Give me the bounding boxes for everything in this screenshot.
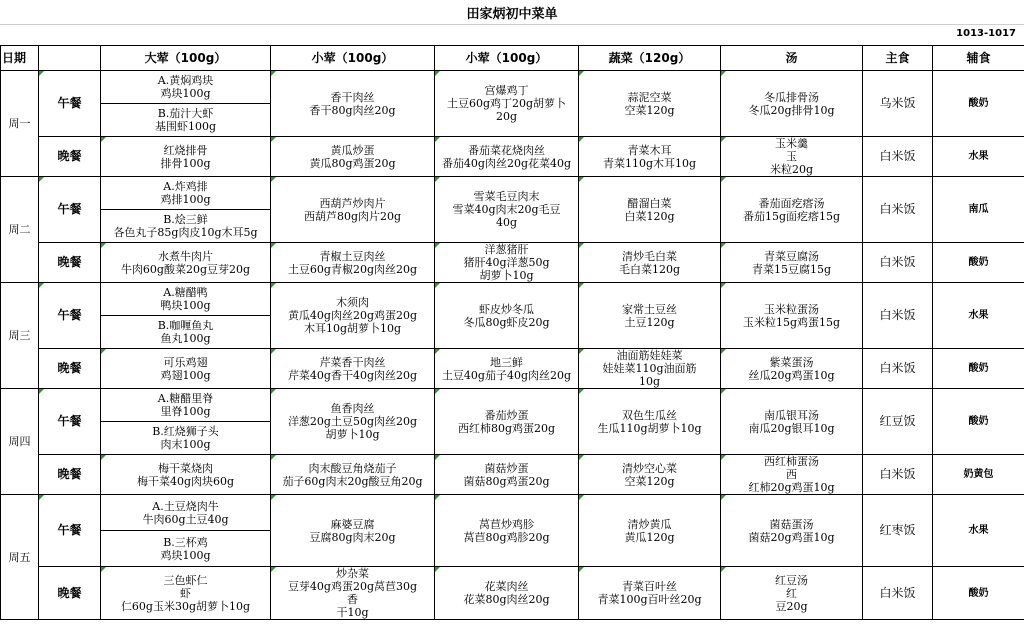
menu-line: 菌菇20g鸡蛋10g <box>748 530 835 544</box>
header-big-meat: 大荤（100g） <box>101 46 271 71</box>
staple: 白米饭 <box>863 177 933 243</box>
menu-line: 鸡块100g <box>160 87 211 100</box>
menu-line: 土豆60g鸡丁20g胡萝卜 <box>446 97 567 110</box>
header-side: 辅食 <box>933 46 1024 71</box>
dinner-big <box>101 137 271 177</box>
menu-line: 番茄面疙瘩汤 <box>758 196 825 210</box>
menu-line: 土豆120g <box>624 315 675 329</box>
side-dish: 水果 <box>933 137 1024 177</box>
menu-line: 花菜肉丝 <box>484 580 529 593</box>
staple: 白米饭 <box>863 283 933 349</box>
menu-line: 青菜15豆腐15g <box>751 262 832 276</box>
menu-line: 菌菇80g鸡蛋20g <box>463 474 550 488</box>
menu-line: 10g <box>638 375 661 388</box>
menu-line: 黄瓜120g <box>624 530 675 544</box>
dinner-small1 <box>271 137 435 177</box>
table-row <box>1 495 1024 531</box>
menu-line: 紫菜蛋汤 <box>769 355 814 369</box>
small-meat-2 <box>435 283 579 349</box>
menu-line: 空菜120g <box>624 103 675 117</box>
side-dish: 酸奶 <box>933 567 1024 620</box>
menu-line: 豆腐80g肉末20g <box>309 530 396 544</box>
menu-line: B.红烧狮子头 <box>152 425 219 438</box>
header-small-meat-2: 小荤（100g） <box>435 46 579 71</box>
menu-line: 肉末100g <box>160 438 211 451</box>
dinner-big <box>101 567 271 620</box>
menu-line: 蒜泥空菜 <box>627 90 672 104</box>
soup <box>721 283 863 349</box>
menu-line: 家常土豆丝 <box>622 302 677 316</box>
menu-line: 青菜百叶丝 <box>622 580 677 593</box>
menu-line: 雪菜40g肉末20g毛豆 <box>452 203 561 216</box>
menu-line: 基围虾100g <box>154 120 217 133</box>
small-meat-1 <box>271 495 435 567</box>
menu-line: 双色生瓜丝 <box>622 408 677 422</box>
menu-line: 生瓜110g胡萝卜10g <box>597 421 702 435</box>
menu-line: 芹菜40g香干40g肉丝20g <box>287 368 418 382</box>
staple: 白米饭 <box>863 243 933 283</box>
menu-line: 空菜120g <box>624 474 675 488</box>
table-row <box>1 349 1024 389</box>
menu-line: 菌菇炒蛋 <box>484 461 529 475</box>
big-meat-b <box>101 210 271 243</box>
menu-line: 20g <box>495 110 518 123</box>
staple: 红枣饭 <box>863 495 933 567</box>
menu-line: 地三鲜 <box>490 355 523 369</box>
menu-line: 木须肉 <box>336 296 369 309</box>
menu-line: 冬瓜80g虾皮20g <box>463 315 550 329</box>
dinner-small1 <box>271 567 435 620</box>
big-meat-b <box>101 531 271 567</box>
menu-line: 排骨100g <box>160 156 211 170</box>
dinner-veg <box>579 349 721 389</box>
menu-line: 雪菜毛豆肉末 <box>473 190 540 203</box>
small-meat-1 <box>271 177 435 243</box>
menu-line: A.土豆烧肉牛 <box>152 499 219 513</box>
side-dish: 南瓜 <box>933 177 1024 243</box>
meal-lunch: 午餐 <box>39 283 101 349</box>
menu-line: 清炒毛白菜 <box>622 249 677 263</box>
vegetable <box>579 495 721 567</box>
soup <box>721 495 863 567</box>
day-label: 周五 <box>1 495 39 620</box>
menu-line: B.茄汁大虾 <box>157 107 214 120</box>
menu-line: 西红柿80g鸡蛋20g <box>457 421 556 435</box>
staple: 白米饭 <box>863 455 933 495</box>
menu-line: 青菜100g百叶丝20g <box>597 593 702 606</box>
table-row <box>1 567 1024 620</box>
dinner-small2 <box>435 243 579 283</box>
menu-line: 清炒黄瓜 <box>627 517 672 531</box>
staple: 白米饭 <box>863 349 933 389</box>
menu-line: 番茄炒蛋 <box>484 408 529 422</box>
menu-line: A.糖醋里脊 <box>157 392 214 405</box>
menu-line: 玉米粒15g鸡蛋15g <box>742 315 841 329</box>
table-row <box>1 243 1024 283</box>
small-meat-1 <box>271 283 435 349</box>
vegetable <box>579 389 721 455</box>
menu-line: 豆芽40g鸡蛋20g莴苣30g <box>287 580 418 593</box>
vegetable <box>579 283 721 349</box>
menu-line: 芹菜香干肉丝 <box>319 355 386 369</box>
menu-line: 里脊100g <box>160 405 211 418</box>
menu-line: 仁60g玉米30g胡萝卜10g <box>120 599 251 613</box>
dinner-small2 <box>435 137 579 177</box>
dinner-big <box>101 243 271 283</box>
menu-line: 肉末酸豆角烧茄子 <box>308 461 397 475</box>
menu-line: A.糖醋鸭 <box>163 286 208 299</box>
big-meat-a <box>101 177 271 210</box>
day-label: 周四 <box>1 389 39 495</box>
soup <box>721 177 863 243</box>
big-meat-a <box>101 71 271 104</box>
menu-line: 玉米羹 <box>775 137 808 150</box>
dinner-big <box>101 349 271 389</box>
menu-line: 红 <box>786 586 797 600</box>
menu-table <box>0 45 1024 620</box>
menu-line: 娃娃菜110g油面筋 <box>602 362 697 375</box>
menu-line: 玉米粒蛋汤 <box>764 302 819 316</box>
menu-line: A.炸鸡排 <box>163 180 208 193</box>
date-range: 1013-1017 <box>956 28 1016 39</box>
header-soup: 汤 <box>721 46 863 71</box>
menu-line: 番茄15g面疙瘩15g <box>742 209 841 223</box>
meal-lunch: 午餐 <box>39 71 101 137</box>
meal-lunch: 午餐 <box>39 177 101 243</box>
menu-line: 南瓜银耳汤 <box>764 408 819 422</box>
menu-line: 花菜80g肉丝20g <box>463 593 550 606</box>
menu-line: 西葫芦80g肉片20g <box>303 209 402 223</box>
header-vegetable: 蔬菜（120g） <box>579 46 721 71</box>
dinner-small2 <box>435 349 579 389</box>
menu-line: 水煮牛肉片 <box>158 249 213 263</box>
meal-dinner: 晚餐 <box>39 455 101 495</box>
table-row <box>1 137 1024 177</box>
day-label: 周二 <box>1 177 39 283</box>
small-meat-2 <box>435 177 579 243</box>
menu-line: 米粒20g <box>769 163 814 176</box>
side-dish: 酸奶 <box>933 71 1024 137</box>
menu-line: 番茄菜花烧肉丝 <box>468 143 545 157</box>
meal-lunch: 午餐 <box>39 389 101 455</box>
menu-line: 三色虾仁 <box>163 573 208 587</box>
menu-line: 西 <box>786 468 797 481</box>
menu-line: 鸡块100g <box>160 548 211 562</box>
menu-line: 鱼丸100g <box>160 332 211 345</box>
soup <box>721 71 863 137</box>
menu-line: 醋溜白菜 <box>627 196 672 210</box>
menu-line: 白菜120g <box>624 209 675 223</box>
menu-line: 干10g <box>336 606 369 619</box>
menu-line: B.三杯鸡 <box>163 535 208 549</box>
big-meat-a <box>101 495 271 531</box>
menu-line: 洋葱猪肝 <box>484 243 529 256</box>
menu-line: 青椒土豆肉丝 <box>319 249 386 263</box>
menu-line: 莴苣炒鸡胗 <box>479 517 534 531</box>
menu-line: 虾皮炒冬瓜 <box>479 302 534 316</box>
menu-title: 田家炳初中菜单 <box>0 0 1024 25</box>
staple: 红豆饭 <box>863 389 933 455</box>
menu-line: 西红柿蛋汤 <box>764 455 819 468</box>
header-row <box>1 46 1024 71</box>
header-small-meat-1: 小荤（100g） <box>271 46 435 71</box>
menu-line: 40g <box>495 216 518 229</box>
menu-line: 梅干菜40g肉块60g <box>136 474 235 488</box>
menu-line: 冬瓜20g排骨10g <box>748 103 835 117</box>
menu-line: 菌菇蛋汤 <box>769 517 814 531</box>
menu-line: 鸭块100g <box>160 299 211 312</box>
menu-line: 虾 <box>180 586 191 600</box>
menu-line: 玉 <box>786 150 797 163</box>
dinner-small2 <box>435 567 579 620</box>
side-dish: 酸奶 <box>933 349 1024 389</box>
menu-line: 油面筋娃娃菜 <box>616 349 683 362</box>
soup <box>721 389 863 455</box>
menu-line: 香 <box>347 593 358 606</box>
menu-line: 炒杂菜 <box>336 567 369 580</box>
day-label: 周三 <box>1 283 39 389</box>
menu-line: 鸡翅100g <box>160 368 211 382</box>
side-dish: 酸奶 <box>933 243 1024 283</box>
side-dish: 奶黄包 <box>933 455 1024 495</box>
menu-line: 土豆60g青椒20g肉丝20g <box>287 262 418 276</box>
header-meal <box>39 46 101 71</box>
dinner-small1 <box>271 455 435 495</box>
menu-line: 茄子60g肉末20g酸豆角20g <box>282 474 423 488</box>
menu-line: 洋葱20g土豆50g肉丝20g <box>287 415 418 428</box>
small-meat-2 <box>435 495 579 567</box>
menu-line: 梅干菜烧肉 <box>158 461 213 475</box>
staple: 白米饭 <box>863 567 933 620</box>
side-dish: 水果 <box>933 495 1024 567</box>
table-row <box>1 389 1024 422</box>
dinner-big <box>101 455 271 495</box>
menu-line: 土豆40g茄子40g肉丝20g <box>441 368 572 382</box>
meal-dinner: 晚餐 <box>39 567 101 620</box>
menu-line: 青菜豆腐汤 <box>764 249 819 263</box>
staple: 乌米饭 <box>863 71 933 137</box>
menu-line: 红柿20g鸡蛋10g <box>748 481 835 494</box>
menu-line: 青菜木耳 <box>627 143 672 157</box>
table-row <box>1 71 1024 104</box>
meal-dinner: 晚餐 <box>39 349 101 389</box>
menu-line: 麻婆豆腐 <box>330 517 375 531</box>
big-meat-b <box>101 104 271 137</box>
menu-line: B.咖喱鱼丸 <box>157 319 214 332</box>
small-meat-2 <box>435 389 579 455</box>
dinner-soup <box>721 455 863 495</box>
day-label: 周一 <box>1 71 39 177</box>
table-row <box>1 177 1024 210</box>
big-meat-b <box>101 316 271 349</box>
dinner-small1 <box>271 243 435 283</box>
header-date: 日期 <box>1 46 39 71</box>
vegetable <box>579 71 721 137</box>
menu-line: 胡萝卜10g <box>325 428 380 441</box>
menu-line: 豆20g <box>775 599 808 613</box>
menu-line: 毛白菜120g <box>618 262 681 276</box>
meal-dinner: 晚餐 <box>39 137 101 177</box>
menu-line: 宫爆鸡丁 <box>484 84 529 97</box>
small-meat-1 <box>271 71 435 137</box>
menu-line: 番茄40g肉丝20g花菜40g <box>441 156 572 170</box>
menu-line: 各色丸子85g肉皮10g木耳5g <box>113 226 258 239</box>
dinner-small2 <box>435 455 579 495</box>
small-meat-2 <box>435 71 579 137</box>
menu-line: 南瓜20g银耳10g <box>748 421 835 435</box>
small-meat-1 <box>271 389 435 455</box>
dinner-soup <box>721 349 863 389</box>
menu-line: 红烧排骨 <box>163 143 208 157</box>
menu-line: 红豆汤 <box>775 573 808 587</box>
header-staple: 主食 <box>863 46 933 71</box>
menu-line: 可乐鸡翅 <box>163 355 208 369</box>
table-row <box>1 455 1024 495</box>
menu-line: 鸡排100g <box>160 193 211 206</box>
staple: 白米饭 <box>863 137 933 177</box>
menu-line: 牛肉60g土豆40g <box>142 512 229 526</box>
big-meat-a <box>101 389 271 422</box>
meal-lunch: 午餐 <box>39 495 101 567</box>
menu-line: 牛肉60g酸菜20g豆芽20g <box>120 262 251 276</box>
dinner-soup <box>721 137 863 177</box>
dinner-veg <box>579 243 721 283</box>
menu-line: 鱼香肉丝 <box>330 402 375 415</box>
menu-line: 青菜110g木耳10g <box>602 156 697 170</box>
date-range-row <box>0 25 1024 45</box>
menu-line: 莴苣80g鸡胗20g <box>463 530 550 544</box>
menu-line: 冬瓜排骨汤 <box>764 90 819 104</box>
dinner-soup <box>721 243 863 283</box>
menu-line: 猪肝40g洋葱50g <box>463 256 550 269</box>
dinner-soup <box>721 567 863 620</box>
side-dish: 酸奶 <box>933 389 1024 455</box>
big-meat-a <box>101 283 271 316</box>
dinner-veg <box>579 137 721 177</box>
menu-line: 香干肉丝 <box>330 90 375 104</box>
menu-line: 香干80g肉丝20g <box>309 103 396 117</box>
menu-line: A.黄焖鸡块 <box>157 74 214 87</box>
menu-line: 胡萝卜10g <box>479 269 534 282</box>
table-row <box>1 283 1024 316</box>
menu-line: 丝瓜20g鸡蛋10g <box>748 368 835 382</box>
dinner-small1 <box>271 349 435 389</box>
menu-line: 木耳10g胡萝卜10g <box>303 322 402 335</box>
menu-line: 黄瓜40g肉丝20g鸡蛋20g <box>287 309 418 322</box>
menu-line: B.烩三鲜 <box>163 213 208 226</box>
menu-line: 黄瓜炒蛋 <box>330 143 375 157</box>
menu-line: 清炒空心菜 <box>622 461 677 475</box>
menu-line: 黄瓜80g鸡蛋20g <box>309 156 396 170</box>
side-dish: 水果 <box>933 283 1024 349</box>
menu-line: 西葫芦炒肉片 <box>319 196 386 210</box>
vegetable <box>579 177 721 243</box>
dinner-veg <box>579 455 721 495</box>
big-meat-b <box>101 422 271 455</box>
meal-dinner: 晚餐 <box>39 243 101 283</box>
dinner-veg <box>579 567 721 620</box>
